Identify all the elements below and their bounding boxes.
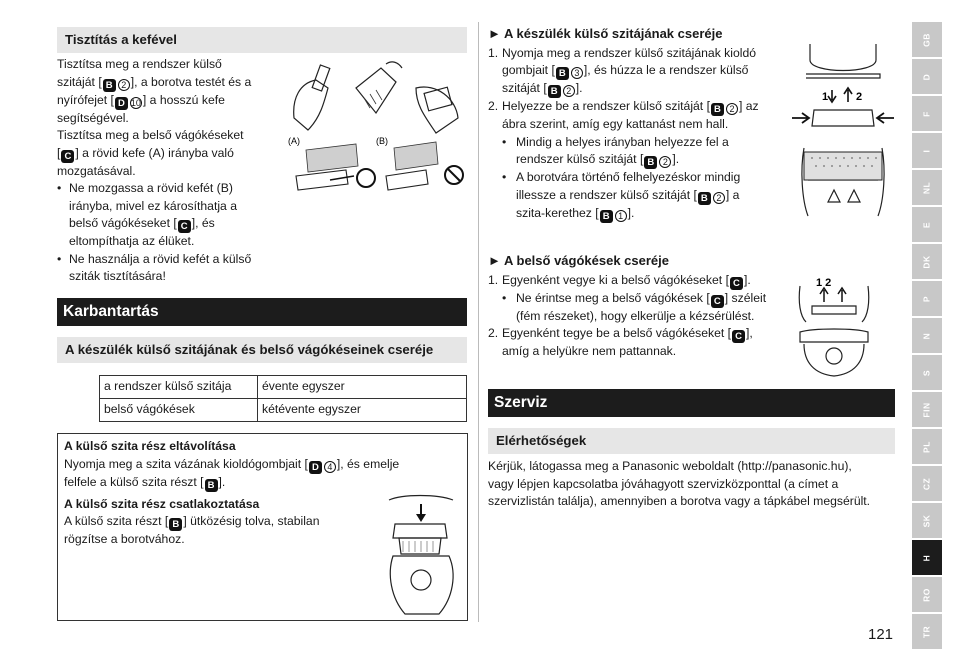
text-fragment: Egyenként tegye be a belső vágókéseket [	[502, 326, 732, 340]
text-fragment: ].	[627, 205, 635, 220]
text-line	[502, 62, 788, 80]
text-line	[57, 74, 287, 92]
list-item	[488, 325, 788, 361]
text-line	[516, 151, 788, 169]
circled-number-icon: 2	[726, 103, 738, 115]
text-fragment: ].	[672, 152, 680, 166]
circled-number-icon: 2	[713, 192, 725, 204]
circled-number-icon: 2	[118, 79, 130, 91]
text-line	[64, 474, 444, 492]
key-b-icon: B	[169, 518, 182, 531]
language-tab-d[interactable]	[912, 59, 942, 94]
text-line: • Ne használja a rövid kefét a külső	[69, 251, 252, 266]
key-b-icon: B	[698, 192, 711, 205]
language-tab-n[interactable]	[912, 318, 942, 353]
key-b-icon: B	[548, 85, 561, 98]
fig-label-12: 1 2	[816, 277, 832, 289]
language-tab-label: RO	[921, 587, 932, 602]
key-c-icon: C	[61, 150, 74, 163]
text-fragment: szitáját [	[57, 74, 102, 89]
text-fragment: ], a borotva testét és a	[130, 74, 252, 89]
language-tab-label: I	[921, 149, 932, 152]
key-b-icon: B	[103, 79, 116, 92]
text-line: mozgatásával.	[57, 163, 136, 178]
key-b-icon: B	[644, 156, 657, 169]
language-tab-label: TR	[921, 625, 932, 638]
key-c-icon: C	[732, 330, 745, 343]
key-c-icon: C	[730, 277, 743, 290]
language-tab-fin[interactable]	[912, 392, 942, 427]
text-line	[516, 290, 788, 308]
circled-number-icon: 2	[563, 85, 575, 97]
step-number: 1.	[488, 45, 499, 60]
list-item	[488, 98, 788, 223]
text-line: Nyomja meg a rendszer külső szitájának kioldó	[502, 45, 757, 60]
text-line	[69, 215, 287, 233]
language-tab-label: GB	[921, 32, 932, 47]
attach-illustration	[383, 494, 463, 618]
language-tab-gb[interactable]	[912, 22, 942, 57]
circled-number-icon: 10	[130, 97, 141, 108]
inner-blade-bullets	[502, 290, 788, 326]
list-item	[57, 251, 287, 286]
text-line	[516, 187, 788, 205]
list-item	[502, 134, 788, 170]
language-tab-label: CZ	[921, 477, 932, 490]
text-line	[64, 456, 444, 474]
text-fragment: A külső szita részt [	[64, 514, 169, 528]
circled-number-icon: 4	[324, 461, 336, 473]
text-line: segítségével.	[57, 110, 129, 125]
text-fragment: nyírófejet [	[57, 92, 114, 107]
cleaning-text	[57, 56, 287, 286]
text-fragment: ],	[746, 326, 753, 340]
language-tab-label: DK	[921, 254, 932, 269]
text-fragment: ], és húzza le a rendszer külső	[583, 63, 749, 77]
text-fragment: ].	[575, 81, 583, 95]
text-line: Tisztítsa meg a belső vágókéseket	[57, 128, 244, 142]
outer-foil-section	[488, 25, 788, 223]
text-line: • A borotvára történő felhelyezéskor mindig	[516, 170, 741, 184]
circled-number-icon: 3	[571, 67, 583, 79]
table-cell: évente egyszer	[258, 376, 467, 399]
text-fragment: szitáját [	[502, 81, 547, 95]
step-number: 1.	[488, 272, 499, 287]
text-line: irányba, mivel ez károsíthatja a	[69, 198, 237, 213]
language-tab-label: H	[921, 554, 932, 561]
text-fragment: Ne érintse meg a belső vágókések [	[516, 290, 710, 305]
language-tab-e[interactable]	[912, 207, 942, 242]
language-tab-dk[interactable]	[912, 244, 942, 279]
page-number: 121	[868, 626, 894, 643]
language-tab-label: P	[921, 295, 932, 302]
section-heading-replace: A készülék külső szitájának és belső vágókéseinek cseréje	[57, 337, 467, 363]
text-fragment: ] az	[738, 99, 759, 113]
section-heading-maintenance: Karbantartás	[57, 298, 467, 326]
key-c-icon: C	[711, 295, 724, 308]
maintenance-table	[99, 375, 467, 422]
language-tab-h[interactable]	[912, 540, 942, 575]
list-item	[502, 290, 788, 326]
text-line: szervizlistán találja), amennyiben a borotva vagy a tápkábel megsérült.	[488, 494, 871, 508]
circled-number-icon: 2	[659, 156, 671, 168]
text-line: Tisztítsa meg a rendszer külső	[57, 57, 222, 71]
outer-foil-steps	[488, 45, 788, 223]
language-tab-cz[interactable]	[912, 466, 942, 501]
key-b-icon: B	[205, 479, 218, 492]
inner-blade-steps	[488, 272, 788, 361]
inner-blade-section	[488, 252, 788, 361]
language-tab-sk[interactable]	[912, 503, 942, 538]
box-remove-title: A külső szita rész eltávolítása	[64, 439, 236, 453]
inner-blade-illustration	[794, 272, 874, 378]
language-tab-pl[interactable]	[912, 429, 942, 464]
language-tab-label: S	[921, 369, 932, 376]
language-tab-label: N	[921, 332, 932, 339]
language-tab-nl[interactable]	[912, 170, 942, 205]
text-fragment: belső vágókéseket [	[69, 216, 177, 230]
list-item	[502, 169, 788, 223]
text-line: (fém részeket), hogy elkerülje a kézsérülést.	[516, 308, 755, 323]
text-fragment: ] a	[725, 187, 740, 202]
key-b-icon: B	[600, 210, 613, 223]
fig-label-b: (B)	[376, 136, 388, 146]
brush-cleaning-icon	[286, 58, 468, 198]
language-tab-p[interactable]	[912, 281, 942, 316]
table-cell: kétévente egyszer	[258, 399, 467, 422]
text-line	[57, 145, 287, 163]
text-fragment: ] széleit	[724, 290, 767, 305]
table-row	[100, 399, 467, 422]
key-b-icon: B	[556, 67, 569, 80]
language-tab-label: NL	[921, 181, 932, 194]
language-tab-ro[interactable]	[912, 577, 942, 612]
text-fragment: Nyomja meg a szita vázának kioldógombjait [	[64, 456, 308, 471]
language-tab-label: F	[921, 110, 932, 117]
outer-foil-icon	[790, 40, 896, 218]
text-line	[57, 92, 287, 110]
cleaning-bullets	[57, 180, 287, 286]
text-line: Kérjük, látogassa meg a Panasonic weboldalt (http://panasonic.hu),	[488, 459, 852, 473]
step-number: 2.	[488, 326, 499, 340]
section-heading-availability: Elérhetőségek	[488, 428, 895, 454]
fig-label-1: 1	[822, 91, 829, 103]
text-fragment: ].	[218, 474, 226, 489]
text-fragment: Egyenként vegye ki a belső vágókéseket [	[502, 272, 729, 287]
key-b-icon: B	[711, 103, 724, 116]
text-fragment: [	[57, 145, 61, 160]
language-tab-label: PL	[921, 440, 932, 453]
section-heading-service: Szerviz	[488, 389, 895, 417]
table-cell: a rendszer külső szitája	[100, 376, 258, 399]
box-attach-title: A külső szita rész csatlakoztatása	[64, 496, 260, 511]
text-line: amíg a helyükre nem pattannak.	[502, 344, 677, 358]
table-cell: belső vágókések	[100, 399, 258, 422]
inner-blade-icon	[794, 272, 874, 378]
text-line: sziták tisztítására!	[69, 269, 166, 283]
circled-number-icon: 1	[615, 210, 627, 222]
language-tab-label: SK	[921, 514, 932, 527]
text-fragment: ] a hosszú kefe	[142, 92, 225, 107]
cleaning-illustration	[286, 58, 468, 198]
text-line: vagy lépjen kapcsolatba jóváhagyott szervizközponttal (a címet a	[488, 476, 839, 491]
language-tab-label: E	[921, 221, 932, 228]
text-line	[502, 325, 788, 343]
text-line: • Mindig a helyes irányban helyezze fel a	[516, 134, 729, 149]
text-line	[516, 205, 788, 223]
column-divider	[478, 22, 479, 622]
text-fragment: ] a rövid kefe (A) irányba való	[75, 145, 234, 160]
language-tab-label: D	[921, 73, 932, 80]
outer-foil-illustration	[790, 40, 896, 218]
key-d-icon: D	[115, 97, 128, 110]
inner-blade-heading: ► A belső vágókések cseréje	[488, 253, 670, 268]
text-line: • Ne mozgassa a rövid kefét (B)	[69, 181, 233, 195]
key-c-icon: C	[178, 220, 191, 233]
text-line: eltompíthatja az élüket.	[69, 234, 195, 248]
language-tab-i[interactable]	[912, 133, 942, 168]
list-item	[488, 272, 788, 326]
outer-foil-bullets	[502, 134, 788, 223]
text-fragment: gombjait [	[502, 63, 555, 77]
language-tab-tr[interactable]	[912, 614, 942, 649]
text-line	[502, 272, 788, 290]
language-tab-label: FIN	[921, 401, 932, 418]
section-heading-cleaning: Tisztítás a kefével	[57, 27, 467, 53]
text-fragment: ] ütközésig tolva, stabilan	[183, 514, 320, 528]
text-fragment: felfele a külső szita részt [	[64, 474, 204, 489]
key-d-icon: D	[309, 461, 322, 474]
shaver-head-icon	[383, 494, 463, 618]
language-tabs	[912, 22, 942, 651]
text-fragment: szita-kerethez [	[516, 205, 599, 220]
language-tab-s[interactable]	[912, 355, 942, 390]
text-fragment: ].	[743, 272, 751, 287]
list-item	[488, 45, 788, 99]
text-fragment: Helyezze be a rendszer külső szitáját [	[502, 99, 710, 113]
text-fragment: rendszer külső szitáját [	[516, 152, 644, 166]
table-row	[100, 376, 467, 399]
text-fragment: ], és	[191, 216, 215, 230]
text-fragment: illessze a rendszer külső szitáját [	[516, 187, 697, 202]
outer-foil-heading: ► A készülék külső szitájának cseréje	[488, 26, 723, 41]
fig-label-a: (A)	[288, 136, 300, 146]
text-line: rögzítse a borotvához.	[64, 532, 185, 546]
text-line: ábra szerint, amíg egy kattanást nem hall.	[502, 117, 729, 131]
text-line	[502, 98, 788, 116]
text-line	[502, 80, 788, 98]
list-item	[57, 180, 287, 251]
service-text	[488, 458, 898, 511]
step-number: 2.	[488, 99, 499, 113]
instruction-box	[57, 433, 468, 621]
fig-label-2: 2	[856, 91, 863, 103]
language-tab-f[interactable]	[912, 96, 942, 131]
text-fragment: ], és emelje	[336, 456, 400, 471]
